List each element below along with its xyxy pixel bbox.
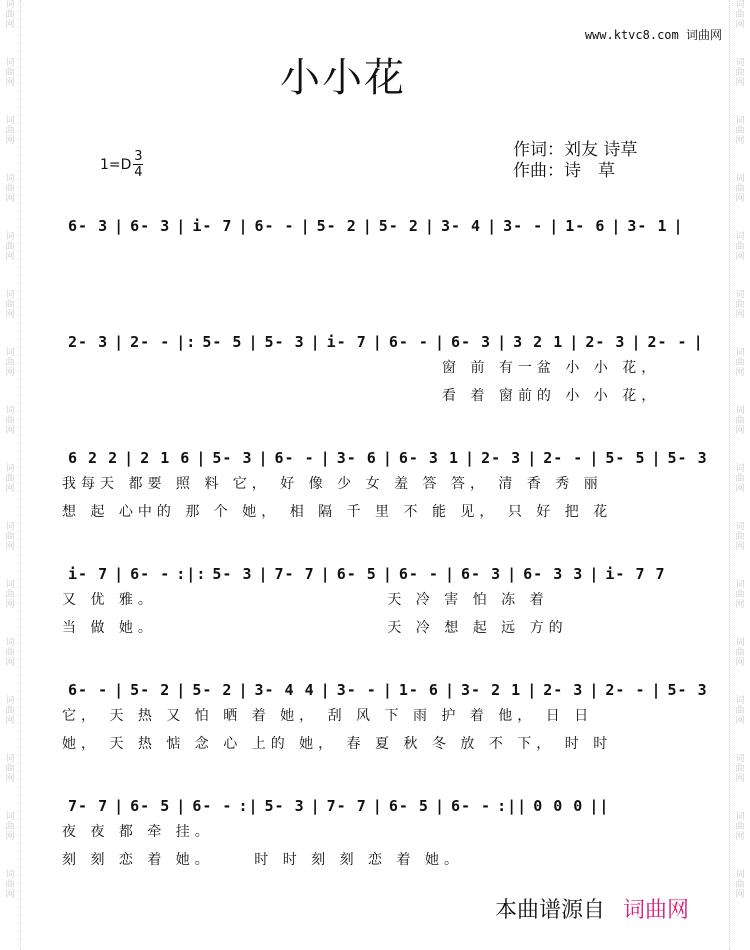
bar-line: | xyxy=(176,681,187,699)
measure: 0 0 0 xyxy=(533,797,584,815)
bar-line: | xyxy=(248,333,259,351)
lyric-verse-2: 刻 刻 恋 着 她。 时 时 刻 刻 恋 着 她。 xyxy=(62,852,463,868)
bar-line: | xyxy=(589,681,600,699)
footer-brand-link[interactable]: 词曲网 xyxy=(623,898,690,923)
bar-line: | xyxy=(424,217,435,235)
bar-line: | xyxy=(320,449,331,467)
measure: 3 2 1 xyxy=(513,333,564,351)
measure: 6- 5 xyxy=(130,797,171,815)
measure: 7- 7 xyxy=(326,797,367,815)
notation-line xyxy=(62,678,708,702)
lyric-verse-1: 它， 天 热 又 怕 晒 着 她， 刮 风 下 雨 护 着 他， 日 日 xyxy=(62,708,594,724)
lyric-verse-2: 想 起 心中的 那 个 她， 相 隔 千 里 不 能 见， 只 好 把 花 xyxy=(62,504,613,520)
measure: 3- 1 xyxy=(627,217,668,235)
bar-line: :| xyxy=(238,797,259,815)
bar-line: | xyxy=(569,333,580,351)
key-label: 1=D xyxy=(100,156,132,173)
bar-line: | xyxy=(114,797,125,815)
measure: 6- - xyxy=(254,217,295,235)
song-title: 小小花 xyxy=(280,55,406,101)
measure: 2- 3 xyxy=(585,333,626,351)
measure: 1- 6 xyxy=(398,681,439,699)
score-system-6 xyxy=(62,794,694,874)
lyric-verse-1: 又 优 雅。 天 冷 害 怕 冻 着 xyxy=(62,592,549,608)
measure: 5- 3 xyxy=(264,797,305,815)
score-system-3 xyxy=(62,446,708,526)
bar-line: | xyxy=(320,681,331,699)
measure: 6- - xyxy=(388,333,429,351)
measure: 6- - xyxy=(450,797,492,815)
measure: 5- 3 xyxy=(264,333,305,351)
score-system-5 xyxy=(62,678,708,758)
bar-line: | xyxy=(507,565,518,583)
bar-line: | xyxy=(258,565,269,583)
measure: 6- 3 1 xyxy=(398,449,460,467)
measure: 2- 3 xyxy=(543,681,584,699)
lyricist-credit: 作词：刘友 诗草 xyxy=(513,140,638,160)
measure: 5- 3 xyxy=(667,449,708,467)
measure: 5- 2 xyxy=(316,217,357,235)
bar-line: | xyxy=(434,333,445,351)
measure: 6- 3 xyxy=(130,217,171,235)
bar-line: | xyxy=(320,565,331,583)
bar-line: | xyxy=(362,217,373,235)
key-signature xyxy=(100,150,143,179)
left-border-line xyxy=(20,0,21,950)
lyric-verse-1: 夜 夜 都 牵 挂。 xyxy=(62,824,214,840)
bar-line: | xyxy=(631,333,642,351)
measure: 6 2 2 xyxy=(68,449,119,467)
right-border-line xyxy=(729,0,730,950)
measure: 2- - xyxy=(605,681,646,699)
bar-line: :|| xyxy=(497,797,528,815)
bar-line: | xyxy=(196,449,207,467)
time-signature xyxy=(133,150,143,179)
measure: 6- - xyxy=(192,797,233,815)
bar-line: | xyxy=(651,681,662,699)
credits xyxy=(513,140,637,182)
measure: 5- 5 xyxy=(605,449,646,467)
measure: 6- 3 xyxy=(68,217,109,235)
notation-line xyxy=(62,214,694,238)
measure: 6- 3 xyxy=(450,333,492,351)
notation-line xyxy=(62,330,704,354)
measure: i- 7 xyxy=(68,565,109,583)
measure: i- 7 xyxy=(326,333,367,351)
bar-line: | xyxy=(651,449,662,467)
bar-line: | xyxy=(444,681,455,699)
site-header xyxy=(585,26,722,43)
measure: 3- 4 xyxy=(440,217,482,235)
measure: 6- - xyxy=(274,449,315,467)
bar-line: | xyxy=(549,217,560,235)
measure: 7- 7 xyxy=(274,565,315,583)
bar-line: | xyxy=(238,217,249,235)
bar-line: | xyxy=(124,449,135,467)
bar-line: | xyxy=(444,565,455,583)
lyric-verse-1: 窗 前 有一盆 小 小 花， xyxy=(442,360,661,376)
notation-line xyxy=(62,562,694,586)
lyric-verse-2: 她， 天 热 惦 念 心 上的 她， 春 夏 秋 冬 放 不 下， 时 时 xyxy=(62,736,613,752)
site-url: www.ktvc8.com xyxy=(584,28,679,42)
bar-line: | xyxy=(673,217,684,235)
measure: 6- 5 xyxy=(336,565,377,583)
measure: 2 1 6 xyxy=(140,449,191,467)
measure: 3- 4 4 xyxy=(254,681,315,699)
measure: 6- 3 3 xyxy=(523,565,584,583)
measure: 6- - xyxy=(130,565,171,583)
lyric-verse-1: 我每天 都要 照 料 它， 好 像 少 女 羞 答 答， 清 香 秀 丽 xyxy=(62,476,603,492)
composer-credit: 作曲：诗 草 xyxy=(513,161,615,181)
bar-line: | xyxy=(114,565,125,583)
measure: 3- 2 1 xyxy=(461,681,522,699)
bar-line: | xyxy=(382,565,393,583)
bar-line: | xyxy=(589,449,600,467)
score-system-1 xyxy=(62,214,694,238)
bar-line: | xyxy=(258,449,269,467)
lyric-verse-2: 看 着 窗前的 小 小 花， xyxy=(442,388,661,404)
bar-line: | xyxy=(114,333,125,351)
measure: 5- 3 xyxy=(212,449,253,467)
measure: 5- 2 xyxy=(378,217,419,235)
source-footer xyxy=(495,893,689,924)
measure: 3- - xyxy=(503,217,544,235)
notation-line xyxy=(62,794,694,818)
score-system-4 xyxy=(62,562,694,642)
measure: 3- - xyxy=(336,681,377,699)
measure: 2- - xyxy=(647,333,688,351)
measure: 7- 7 xyxy=(68,797,109,815)
bar-line: | xyxy=(372,797,383,815)
measure: 5- 3 xyxy=(667,681,708,699)
measure: i- 7 7 xyxy=(605,565,666,583)
measure: 1- 6 xyxy=(565,217,606,235)
measure: 5- 5 xyxy=(202,333,243,351)
time-bottom: 4 xyxy=(134,165,143,180)
bar-line: | xyxy=(693,333,704,351)
measure: 2- 3 xyxy=(68,333,109,351)
measure: 6- 3 xyxy=(461,565,502,583)
bar-line: | xyxy=(114,681,125,699)
measure: i- 7 xyxy=(192,217,233,235)
score-system-2 xyxy=(62,330,704,410)
bar-line: | xyxy=(497,333,508,351)
bar-line: | xyxy=(527,681,538,699)
bar-line: | xyxy=(114,217,125,235)
bar-line: | xyxy=(310,797,321,815)
bar-line: | xyxy=(382,449,393,467)
measure: 6- 5 xyxy=(388,797,429,815)
bar-line: | xyxy=(589,565,600,583)
bar-line: | xyxy=(300,217,311,235)
bar-line: :|: xyxy=(176,565,207,583)
measure: 6- - xyxy=(398,565,439,583)
measure: 5- 2 xyxy=(130,681,171,699)
bar-line: || xyxy=(589,797,610,815)
bar-line: | xyxy=(487,217,498,235)
bar-line: | xyxy=(310,333,321,351)
lyric-verse-2: 当 做 她。 天 冷 想 起 远 方的 xyxy=(62,620,568,636)
bar-line: | xyxy=(382,681,393,699)
bar-line: | xyxy=(176,797,187,815)
bar-line: | xyxy=(238,681,249,699)
measure: 2- - xyxy=(130,333,171,351)
measure: 2- 3 xyxy=(481,449,522,467)
bar-line: | xyxy=(434,797,445,815)
bar-line: |: xyxy=(176,333,197,351)
left-watermark-column: 词 曲 网 词 曲 网 词 曲 网 词 曲 网 词 曲 网 词 曲 网 词 曲 网 词 曲 网 词 曲 网 词 曲 网 词 曲 网 词 曲 网 词 曲 网 词 曲 网 词 曲 网 词 曲 网 xyxy=(5,0,15,900)
bar-line: | xyxy=(176,217,187,235)
measure: 5- 2 xyxy=(192,681,233,699)
right-watermark-column: 词 曲 网 词 曲 网 词 曲 网 词 曲 网 词 曲 网 词 曲 网 词 曲 网 词 曲 网 词 曲 网 词 曲 网 词 曲 网 词 曲 网 词 曲 网 词 曲 网 词 曲 网 词 曲 网 xyxy=(735,0,745,900)
bar-line: | xyxy=(372,333,383,351)
site-name: 词曲网 xyxy=(685,28,722,42)
measure: 3- 6 xyxy=(336,449,377,467)
measure: 5- 3 xyxy=(212,565,253,583)
measure: 6- - xyxy=(68,681,109,699)
measure: 2- - xyxy=(543,449,584,467)
bar-line: | xyxy=(527,449,538,467)
notation-line xyxy=(62,446,708,470)
footer-text: 本曲谱源自 xyxy=(495,898,606,923)
time-top: 3 xyxy=(134,149,143,164)
bar-line: | xyxy=(611,217,622,235)
bar-line: | xyxy=(465,449,476,467)
